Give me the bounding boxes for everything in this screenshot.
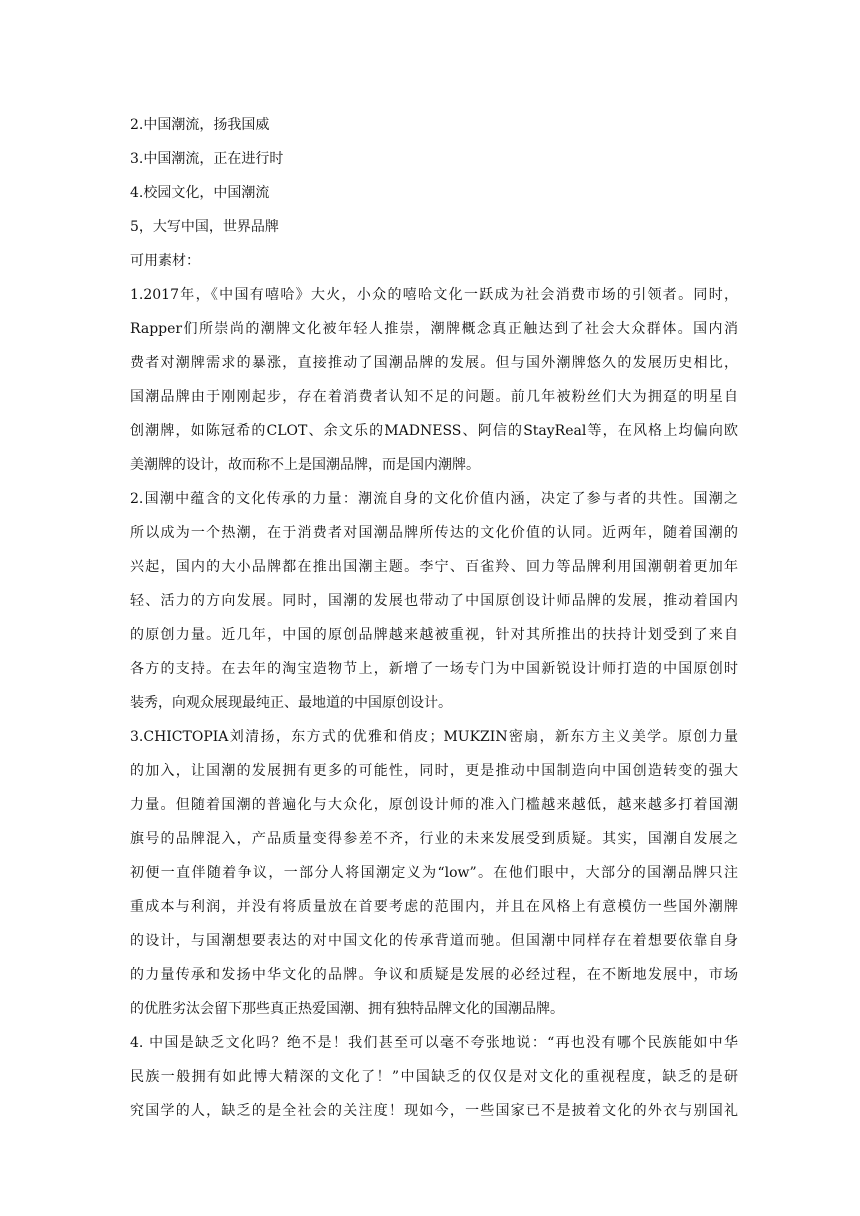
paragraph-line: 费者对潮牌需求的暴涨，直接推动了国潮品牌的发展。但与国外潮牌悠久的发展历史相比， [130,355,738,371]
paragraph-line: 4. 中国是缺乏文化吗？绝不是！我们甚至可以毫不夸张地说：“再也没有哪个民族能如中华 [130,1035,738,1051]
material-paragraph-3 [130,720,738,1026]
paragraph-line: 各方的支持。在去年的淘宝造物节上，新增了一场专门为中国新锐设计师打造的中国原创时 [130,661,738,677]
paragraph-line: 旗号的品牌混入，产品质量变得参差不齐，行业的未来发展受到质疑。其实，国潮自发展之 [130,831,738,847]
paragraph-line: 力量。但随着国潮的普遍化与大众化，原创设计师的准入门槛越来越低，越来越多打着国潮 [130,797,738,813]
paragraph-line: 1.2017年，《中国有嘻哈》大火，小众的嘻哈文化一跃成为社会消费市场的引领者。同时， [130,287,738,303]
material-paragraph-1 [130,278,738,482]
material-paragraph-2 [130,482,738,720]
paragraph-line: 美潮牌的设计，故而称不上是国潮品牌，而是国内潮牌。 [130,457,480,473]
paragraph-line: 的力量传承和发扬中华文化的品牌。争议和质疑是发展的必经过程，在不断地发展中，市场 [130,967,738,983]
document-body [130,108,738,1128]
topic-line: 3.中国潮流，正在进行时 [130,151,284,167]
paragraph-line: 2.国潮中蕴含的文化传承的力量：潮流自身的文化价值内涵，决定了参与者的共性。国潮之 [130,491,738,507]
paragraph-line: 装秀，向观众展现最纯正、最地道的中国原创设计。 [130,695,452,711]
paragraph-line: 兴起，国内的大小品牌都在推出国潮主题。李宁、百雀羚、回力等品牌利用国潮朝着更加年 [130,559,738,575]
materials-heading: 可用素材： [130,253,200,269]
paragraph-line: 的原创力量。近几年，中国的原创品牌越来越被重视，针对其所推出的扶持计划受到了来自 [130,627,738,643]
paragraph-line: Rapper们所崇尚的潮牌文化被年轻人推崇，潮牌概念真正触达到了社会大众群体。国内消 [130,321,738,337]
paragraph-line: 国潮品牌由于刚刚起步，存在着消费者认知不足的问题。前几年被粉丝们大为拥趸的明星自 [130,389,738,405]
paragraph-line: 轻、活力的方向发展。同时，国潮的发展也带动了中国原创设计师品牌的发展，推动着国内 [130,593,738,609]
paragraph-line: 究国学的人，缺乏的是全社会的关注度！现如今，一些国家已不是披着文化的外衣与别国礼 [130,1103,738,1119]
paragraph-line: 的加入，让国潮的发展拥有更多的可能性，同时，更是推动中国制造向中国创造转变的强大 [130,763,738,779]
paragraph-line: 民族一般拥有如此博大精深的文化了！”中国缺乏的仅仅是对文化的重视程度，缺乏的是研 [130,1069,738,1085]
material-paragraph-4 [130,1026,738,1128]
topic-line: 5，大写中国，世界品牌 [130,219,279,235]
paragraph-line: 所以成为一个热潮，在于消费者对国潮品牌所传达的文化价值的认同。近两年，随着国潮的 [130,525,738,541]
topic-line: 2.中国潮流，扬我国威 [130,117,270,133]
paragraph-line: 的优胜劣汰会留下那些真正热爱国潮、拥有独特品牌文化的国潮品牌。 [130,1001,564,1017]
paragraph-line: 初便一直伴随着争议，一部分人将国潮定义为“low”。在他们眼中，大部分的国潮品牌只注 [130,865,738,881]
paragraph-line: 3.CHICTOPIA刘清扬，东方式的优雅和俏皮；MUKZIN密扇，新东方主义美学。原创力量 [130,729,738,745]
paragraph-line: 创潮牌，如陈冠希的CLOT、余文乐的MADNESS、阿信的StayReal等，在风格上均偏向欧 [130,423,738,439]
paragraph-line: 的设计，与国潮想要表达的对中国文化的传承背道而驰。但国潮中同样存在着想要依靠自身 [130,933,738,949]
paragraph-line: 重成本与利润，并没有将质量放在首要考虑的范围内，并且在风格上有意模仿一些国外潮牌 [130,899,738,915]
topic-line: 4.校园文化，中国潮流 [130,185,270,201]
